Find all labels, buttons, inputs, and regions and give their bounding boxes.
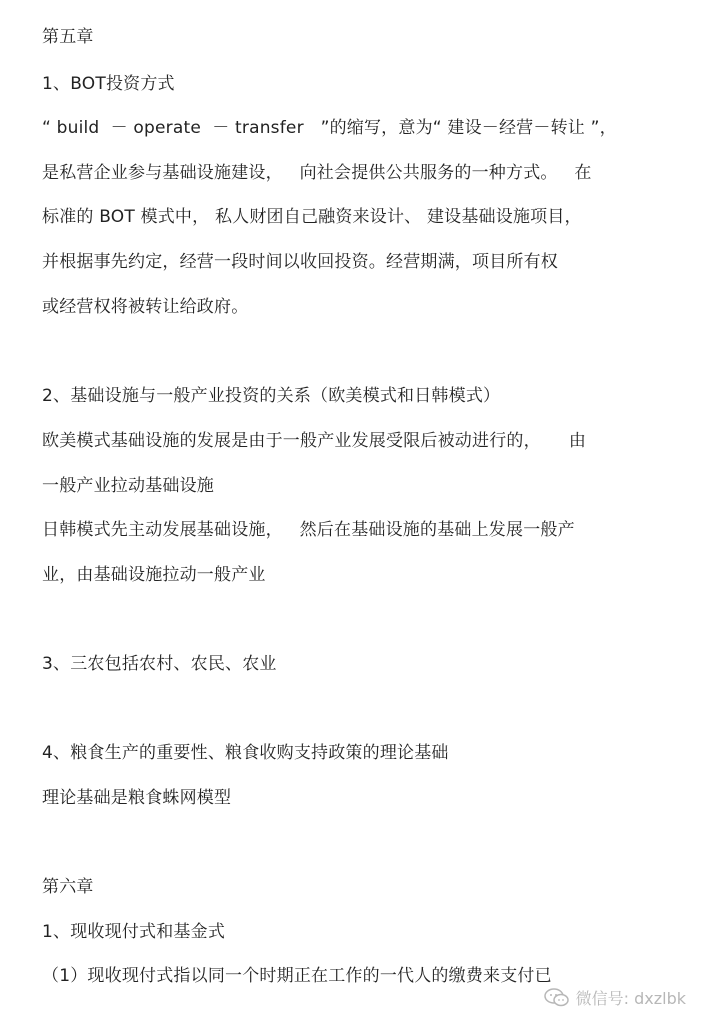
paragraph-line: （1）现收现付式指以同一个时期正在工作的一代人的缴费来支付已 (42, 966, 552, 986)
paragraph-line: 标准的 BOT 模式中， 私人财团自己融资来设计、 建设基础设施项目， (42, 207, 582, 227)
paragraph-line: 是私营企业参与基础设施建设， 向社会提供公共服务的一种方式。 在 (42, 163, 592, 183)
chapter-six-heading: 第六章 (42, 877, 94, 897)
wechat-watermark (544, 986, 686, 1009)
infrastructure-section-heading: 2、基础设施与一般产业投资的关系（欧美模式和日韩模式） (42, 386, 501, 406)
paragraph-line: 或经营权将被转让给政府。 (42, 297, 249, 317)
chapter-five-heading: 第五章 (42, 27, 94, 47)
paragraph-line: 业，由基础设施拉动一般产业 (42, 565, 266, 585)
three-rural-heading: 3、三农包括农村、农民、农业 (42, 654, 277, 674)
grain-section-heading: 4、粮食生产的重要性、粮食收购支持政策的理论基础 (42, 743, 449, 763)
watermark-label: 微信号: dxzlbk (575, 989, 686, 1008)
paragraph-line: 欧美模式基础设施的发展是由于一般产业发展受限后被动进行的， 由 (42, 431, 587, 451)
paragraph-line: “ build － operate － transfer ”的缩写，意为“ 建设－经营－转让 ”， (42, 118, 617, 138)
paragraph-line: 并根据事先约定，经营一段时间以收回投资。经营期满，项目所有权 (42, 252, 558, 272)
pension-section-heading: 1、现收现付式和基金式 (42, 922, 226, 942)
paragraph-line: 一般产业拉动基础设施 (42, 476, 214, 496)
wechat-icon (544, 987, 570, 1009)
paragraph-line: 日韩模式先主动发展基础设施， 然后在基础设施的基础上发展一般产 (42, 520, 575, 540)
paragraph-line: 理论基础是粮食蛛网模型 (42, 788, 232, 808)
bot-section-heading: 1、BOT投资方式 (42, 74, 175, 94)
